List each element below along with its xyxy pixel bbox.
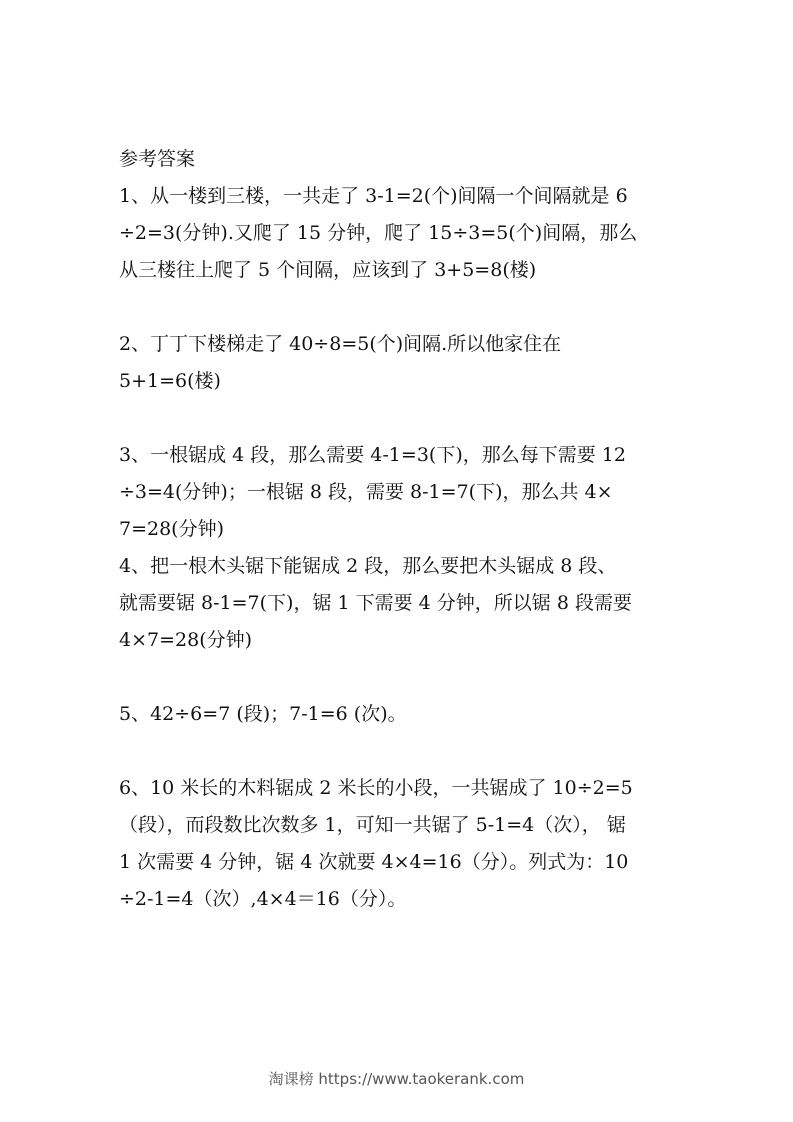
- paragraph-gap: [119, 289, 679, 326]
- paragraph-gap: [119, 733, 679, 770]
- answer-2-line-1: 2、丁丁下楼梯走了 40÷8=5(个)间隔.所以他家住在: [119, 333, 562, 355]
- answer-6-line-4: ÷2-1=4（次）,4×4＝16（分）。: [119, 888, 407, 910]
- answer-4: [119, 548, 679, 659]
- paragraph-gap: [119, 659, 679, 696]
- answer-1: [119, 178, 679, 289]
- answer-6-line-1: 6、10 米长的木料锯成 2 米长的小段，一共锯成了 10÷2=5: [119, 777, 633, 799]
- answer-6: [119, 770, 679, 918]
- footer-watermark: 淘课榜 https://www.taokerank.com: [268, 1070, 525, 1088]
- answer-5-line-1: 5、42÷6=7 (段)；7-1=6 (次)。: [119, 703, 407, 725]
- answer-1-line-2: ÷2=3(分钟).又爬了 15 分钟，爬了 15÷3=5(个)间隔，那么: [119, 222, 638, 244]
- answer-4-line-2: 就需要锯 8-1=7(下)，锯 1 下需要 4 分钟，所以锯 8 段需要: [119, 592, 632, 614]
- answer-3: [119, 437, 679, 548]
- answer-4-line-3: 4×7=28(分钟): [119, 629, 253, 651]
- answer-6-line-3: 1 次需要 4 分钟，锯 4 次就要 4×4=16（分）。列式为：10: [119, 851, 629, 873]
- answer-2: [119, 326, 679, 400]
- answer-3-line-3: 7=28(分钟): [119, 518, 225, 540]
- answer-1-line-3: 从三楼往上爬了 5 个间隔，应该到了 3+5=8(楼): [119, 259, 537, 281]
- page-title: 参考答案: [119, 148, 196, 170]
- answer-content: [119, 141, 679, 918]
- answer-3-line-1: 3、一根锯成 4 段，那么需要 4-1=3(下)，那么每下需要 12: [119, 444, 626, 466]
- answer-5: [119, 696, 679, 733]
- answer-2-line-2: 5+1=6(楼): [119, 370, 221, 392]
- answer-1-line-1: 1、从一楼到三楼，一共走了 3-1=2(个)间隔一个间隔就是 6: [119, 185, 628, 207]
- answer-6-line-2: （段），而段数比次数多 1，可知一共锯了 5-1=4（次）， 锯: [119, 814, 626, 836]
- answer-4-line-1: 4、把一根木头锯下能锯成 2 段，那么要把木头锯成 8 段、: [119, 555, 617, 577]
- answer-3-line-2: ÷3=4(分钟)；一根锯 8 段，需要 8-1=7(下)，那么共 4×: [119, 481, 613, 503]
- paragraph-gap: [119, 400, 679, 437]
